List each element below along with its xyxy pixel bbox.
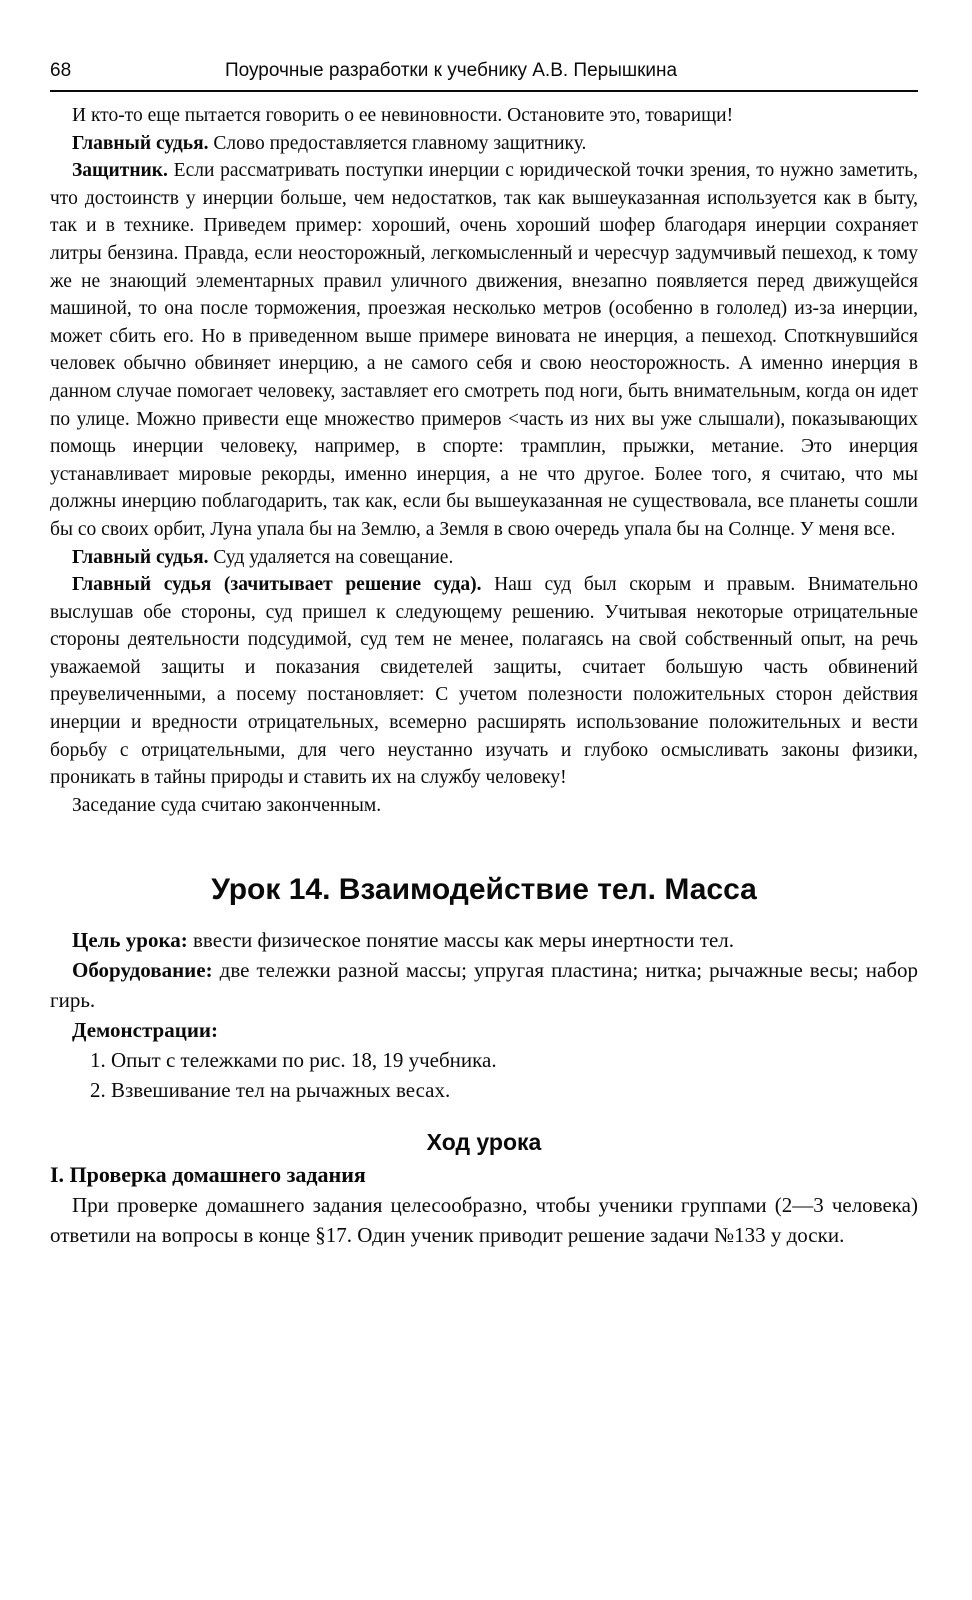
equipment-label: Оборудование: [72,958,213,983]
dialog-paragraph [50,571,918,792]
dialog-paragraph [50,544,918,572]
book-title: Поурочные разработки к учебнику А.В. Перышкина [225,60,678,81]
homework-check-text: При проверке домашнего задания целесообразно, чтобы ученики группами (2—3 человека) ответили на вопросы в конце §17. Один ученик приводит решение задачи №133 у доски. [50,1193,918,1248]
page-number: 68 [50,60,72,81]
lesson-goal [50,925,918,955]
goal-text: ввести физическое понятие массы как меры инертности тел. [187,928,734,953]
speaker-label: Главный судья (зачитывает решение суда). [72,574,482,596]
running-header [50,60,918,92]
equipment-text: две тележки разной массы; упругая пластина; нитка; рычажные весы; набор гирь. [50,958,918,1013]
dialog-paragraph [50,102,918,130]
lesson-meta [50,925,918,1105]
dialog-text: Суд удаляется на совещание. [208,546,454,568]
demos-heading [50,1015,918,1045]
speaker-label: Защитник. [72,160,168,182]
demos-label: Демонстрации: [72,1018,219,1043]
dialog-paragraph [50,157,918,543]
dialog-text: Наш суд был скорым и правым. Внимательно выслушав обе стороны, суд пришел к следующему решению. Учитывая некоторые отрицательные стороны деятельности подсудимой, суд тем не менее, полагаясь на свой собственный опыт, на речь уважаемой защиты и показания свидетелей защиты, считает большую часть обвинений преувеличенными, а посему постановляет: С учетом полезности положительных сторон действия инерции и вредности отрицательных, всемерно расширять использование положительных и вести борьбу с отрицательными, для чего неустанно изучать и глубоко осмысливать законы физики, проникать в тайны природы и ставить их на службу человеку! [50,574,919,789]
dialog-paragraph [50,792,918,820]
dialog-paragraph [50,130,918,158]
speaker-label: Главный судья. [72,132,209,154]
lesson-title: Урок 14. Взаимодействие тел. Масса [211,873,757,907]
goal-label: Цель урока: [72,928,188,953]
speaker-label: Главный судья. [72,546,209,568]
homework-check-heading: I. Проверка домашнего задания [50,1162,366,1188]
demo-item: 1. Опыт с тележками по рис. 18, 19 учебника. [90,1048,497,1073]
lesson-equipment [50,955,918,1015]
dialog-text: И кто-то еще пытается говорить о ее невиновности. Остановите это, товарищи! [72,105,734,126]
demos-list [50,1045,918,1105]
book-page [50,60,918,1250]
dialog-text: Заседание суда считаю законченным. [72,794,382,816]
demo-item: 2. Взвешивание тел на рычажных весах. [90,1078,451,1103]
course-heading: Ход урока [426,1129,542,1156]
dialog-text: Слово предоставляется главному защитнику. [208,132,587,154]
trial-dialog [50,102,918,819]
dialog-text: Если рассматривать поступки инерции с юридической точки зрения, то нужно заметить, что достоинств у инерции больше, чем недостатков, так как вышеуказанная используется как в быту, так и в технике. Приведем пример: хороший, очень хороший шофер благодаря инерции сохраняет литры бензина. Правда, если неосторожный, легкомысленный и чересчур задумчивый пешеход, к тому же не знающий элементарных правил уличного движения, внезапно появляется перед движущейся машиной, то она после торможения, проезжая несколько метров (особенно в гололед) из-за инерции, может сбить его. Но в приведенном выше примере виновата не инерция, а пешеход. Споткнувшийся человек обычно обвиняет инерцию, а не самого себя и свою неосторожность. А именно инерция в данном случае помогает человеку, заставляет его смотреть под ноги, быть внимательным, когда он идет по улице. Можно привести еще множество примеров <часть из них вы уже слышали), показывающих помощь инерции человеку, например, в спорте: трамплин, прыжки, метание. Это инерция устанавливает мировые рекорды, именно инерция, а не что другое. Более того, я считаю, что мы должны инерцию поблагодарить, так как, если бы вышеуказанная не существовала, все планеты сошли бы со своих орбит, Луна упала бы на Землю, а Земля в свою очередь упала бы на Солнце. У меня все. [50,160,918,540]
